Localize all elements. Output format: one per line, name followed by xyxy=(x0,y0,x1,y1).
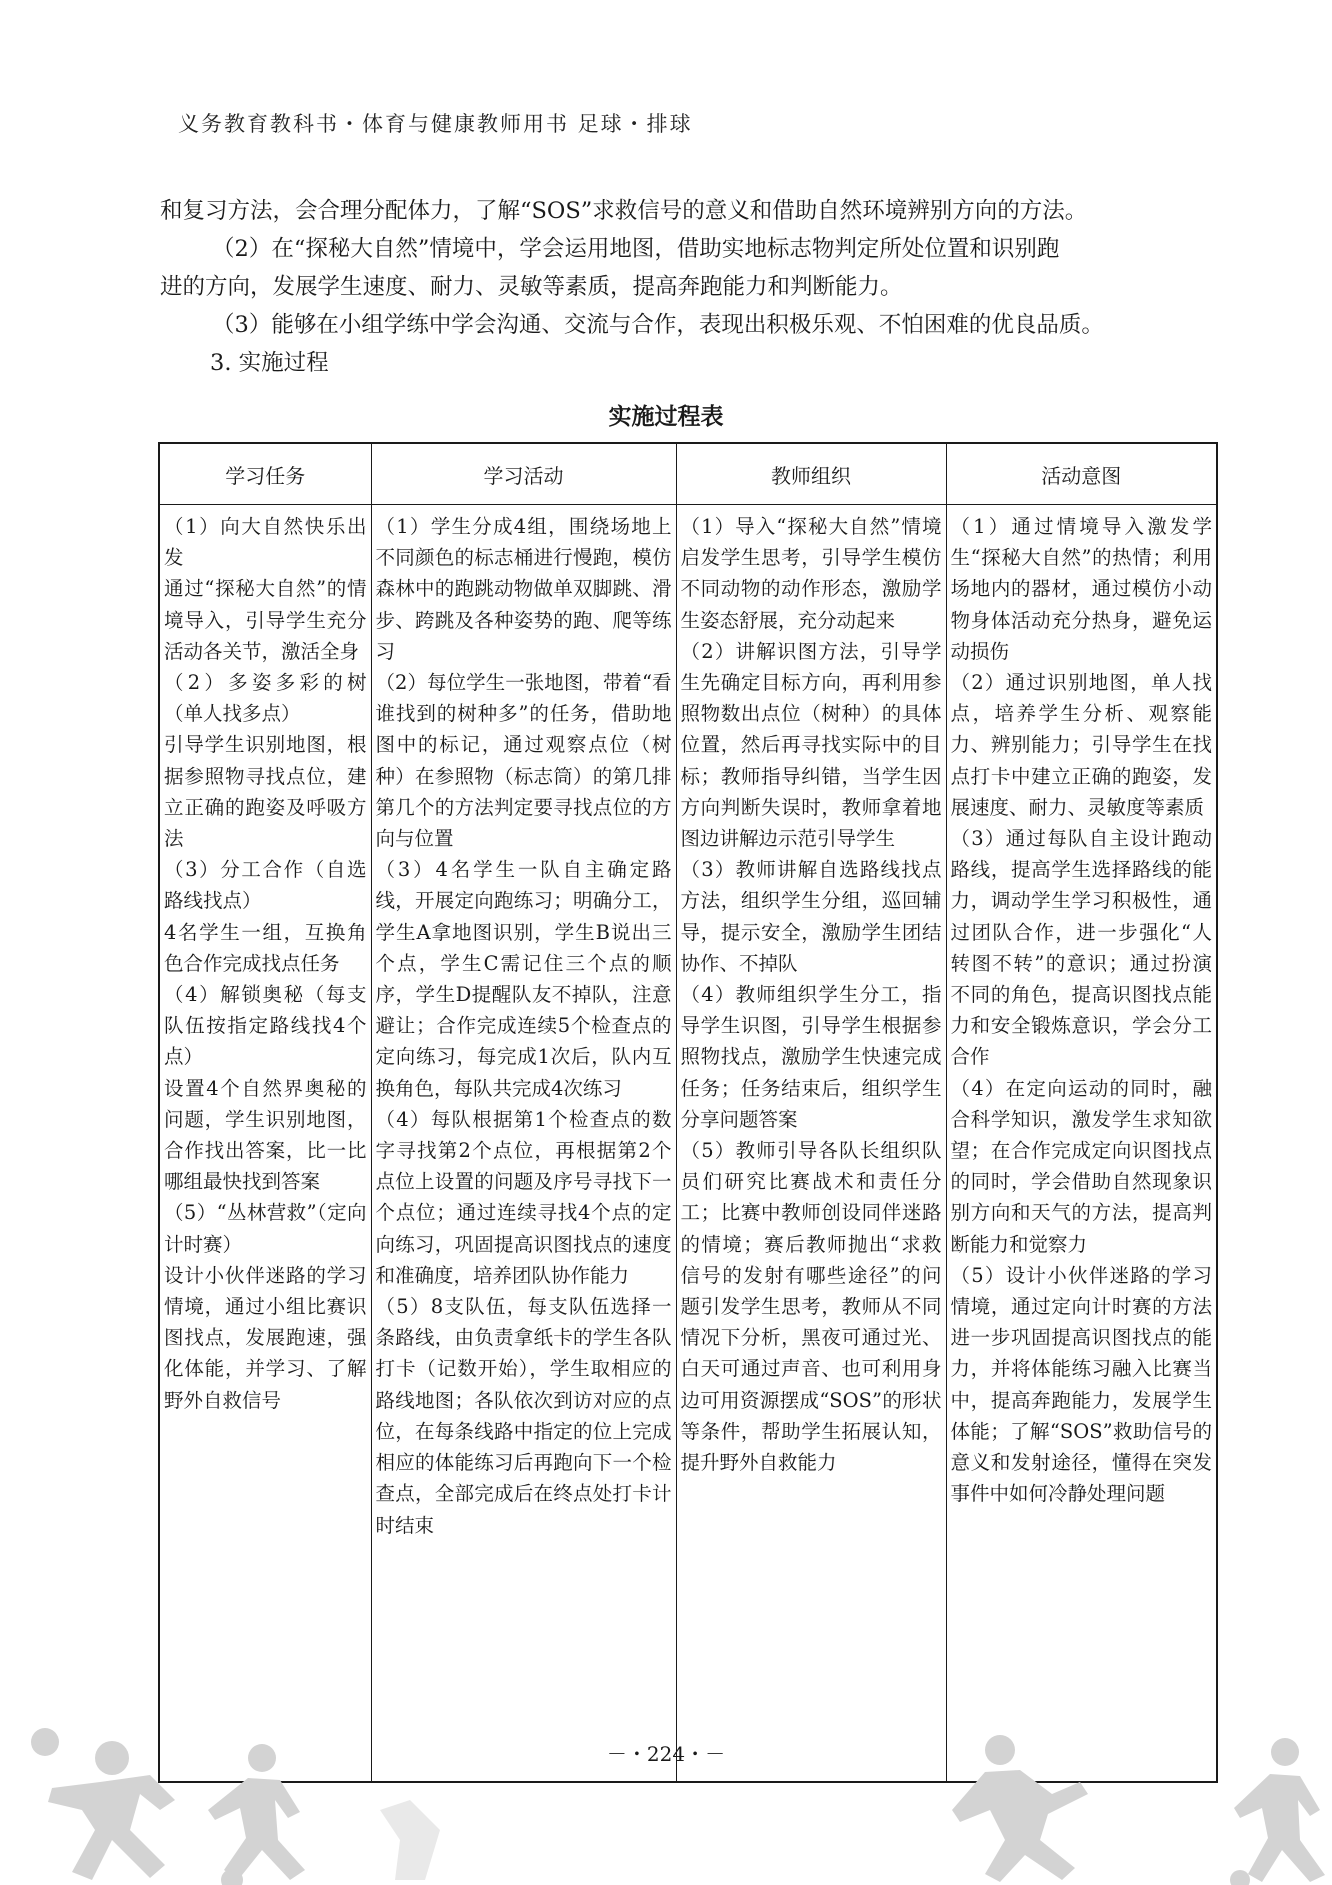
activity-2: （2）每位学生一张地图，带着“看谁找到的树种多”的任务，借助地图中的标记，通过观察点位（树种）在参照物（标志筒）的第几排第几个的方法判定要寻找点位的方向与位置 xyxy=(375,671,672,851)
task-desc-2: 引导学生识别地图，根据参照物寻找点位，建立正确的跑姿及呼吸方法 xyxy=(164,733,367,851)
table-caption: 实施过程表 xyxy=(608,404,724,430)
intent-5: （5）设计小伙伴迷路的学习情境，通过定向计时赛的方法进一步巩固提高识图找点的能力，并将体能练习融入比赛当中，提高奔跑能力，发展学生体能；了解“SOS”救助信号的意义和发射途径，懂得在突发事件中如何冷静处理问题 xyxy=(950,1263,1212,1506)
task-title-1: （1）向大自然快乐出发 xyxy=(164,515,367,570)
intent-2: （2）通过识别地图，单人找点，培养学生分析、观察能力、辨别能力；引导学生在找点打卡中建立正确的跑姿，发展速度、耐力、灵敏度等素质 xyxy=(950,671,1212,819)
intent-cell xyxy=(946,505,1217,1783)
header-intent: 活动意图 xyxy=(946,443,1217,505)
paragraph-3: （3）能够在小组学练中学会沟通、交流与合作，表现出积极乐观、不怕困难的优良品质。 xyxy=(212,312,1104,338)
task-desc-4: 设置4个自然界奥秘的问题，学生识别地图，合作找出答案，比一比哪组最快找到答案 xyxy=(164,1076,367,1194)
task-desc-1: 通过“探秘大自然”的情境导入，引导学生充分活动各关节，激活全身 xyxy=(164,577,367,663)
task-desc-5: 设计小伙伴迷路的学习情境，通过小组比赛识图找点，发展跑速，强化体能，并学习、了解野外自救信号 xyxy=(164,1263,367,1412)
task-title-5: （5）“丛林营救”（定向计时赛） xyxy=(164,1201,367,1256)
task-title-3: （3）分工合作（自选路线找点） xyxy=(164,858,367,913)
intent-3: （3）通过每队自主设计跑动路线，提高学生选择路线的能力，调动学生学习积极性，通过团队合作，进一步强化“人转图不转”的意识；通过扮演不同的角色，提高识图找点能力和安全锻炼意识，学会分工合作 xyxy=(950,827,1212,1069)
page-number: －・224・－ xyxy=(606,1742,726,1766)
task-desc-3: 4名学生一组，互换角色合作完成找点任务 xyxy=(164,920,367,975)
paragraph-1: 和复习方法，会合理分配体力，了解“SOS”求救信号的意义和借助自然环境辨别方向的方法。 xyxy=(160,198,1088,224)
section-heading: 3. 实施过程 xyxy=(210,350,329,376)
activity-cell xyxy=(371,505,676,1783)
header-task: 学习任务 xyxy=(159,443,371,505)
teacher-5: （5）教师引导各队长组织队员们研究比赛战术和责任分工；比赛中教师创设同伴迷路的情境；赛后教师抛出“求救信号的发射有哪些途径”的问题引发学生思考，教师从不同情况下分析，黑夜可通过光、白天可通过声音、也可利用身边可用资源摆成“SOS”的形状等条件，帮助学生拓展认知，提升野外自救能力 xyxy=(680,1139,942,1475)
body-text xyxy=(160,192,1220,382)
activity-5: （5）8支队伍，每支队伍选择一条路线，由负责拿纸卡的学生各队打卡（记数开始），学生取相应的路线地图；各队依次到访对应的点位，在每条线路中指定的位上完成相应的体能练习后再跑向下一个检查点，全部完成后在终点处打卡计时结束 xyxy=(375,1295,672,1537)
activity-3: （3）4名学生一队自主确定路线，开展定向跑练习；明确分工，学生A拿地图识别，学生B说出三个点，学生C需记住三个点的顺序，学生D提醒队友不掉队，注意避让；合作完成连续5个检查点的定向练习，每完成1次后，队内互换角色，每队共完成4次练习 xyxy=(375,858,672,1100)
intent-1: （1）通过情境导入激发学生“探秘大自然”的热情；利用场地内的器材，通过模仿小动物身体活动充分热身，避免运动损伤 xyxy=(950,515,1212,663)
intent-4: （4）在定向运动的同时，融合科学知识，激发学生求知欲望；在合作完成定向识图找点的同时，学会借助自然现象识别方向和天气的方法，提高判断能力和觉察力 xyxy=(950,1076,1212,1256)
header-activity: 学习活动 xyxy=(371,443,676,505)
paragraph-2-line-2: 进的方向，发展学生速度、耐力、灵敏等素质，提高奔跑能力和判断能力。 xyxy=(160,274,903,300)
activity-1: （1）学生分成4组，围绕场地上不同颜色的标志桶进行慢跑，模仿森林中的跑跳动物做单双脚跳、滑步、跨跳及各种姿势的跑、爬等练习 xyxy=(375,515,672,663)
paragraph-2-line-1: （2）在“探秘大自然”情境中，学会运用地图，借助实地标志物判定所处位置和识别跑 xyxy=(212,236,1060,262)
teacher-4: （4）教师组织学生分工，指导学生识图，引导学生根据参照物找点，激励学生快速完成任务；任务结束后，组织学生分享问题答案 xyxy=(680,983,942,1131)
task-title-2: （2）多姿多彩的树（单人找多点） xyxy=(164,671,367,726)
activity-4: （4）每队根据第1个检查点的数字寻找第2个点位，再根据第2个点位上设置的问题及序号寻找下一个点位；通过连续寻找4个点的定向练习，巩固提高识图找点的速度和准确度，培养团队协作能力 xyxy=(375,1107,672,1287)
teacher-3: （3）教师讲解自选路线找点方法，组织学生分组，巡回辅导，提示安全，激励学生团结协作、不掉队 xyxy=(680,858,942,975)
task-cell xyxy=(159,505,371,1783)
table-header-row xyxy=(159,443,1217,505)
task-title-4: （4）解锁奥秘（每支队伍按指定路线找4个点） xyxy=(164,983,367,1069)
implementation-table xyxy=(158,442,1218,1783)
teacher-1: （1）导入“探秘大自然”情境启发学生思考，引导学生模仿不同动物的动作形态，激励学生姿态舒展，充分动起来 xyxy=(680,515,942,632)
athlete-silhouettes-icon xyxy=(0,1690,1332,1885)
running-head: 义务教育教科书・体育与健康教师用书 足球・排球 xyxy=(178,112,693,136)
header-teacher: 教师组织 xyxy=(676,443,946,505)
table-row xyxy=(159,505,1217,1783)
teacher-2: （2）讲解识图方法，引导学生先确定目标方向，再利用参照物数出点位（树种）的具体位置，然后再寻找实际中的目标；教师指导纠错，当学生因方向判断失误时，教师拿着地图边讲解边示范引导学生 xyxy=(680,639,942,851)
teacher-cell xyxy=(676,505,946,1783)
